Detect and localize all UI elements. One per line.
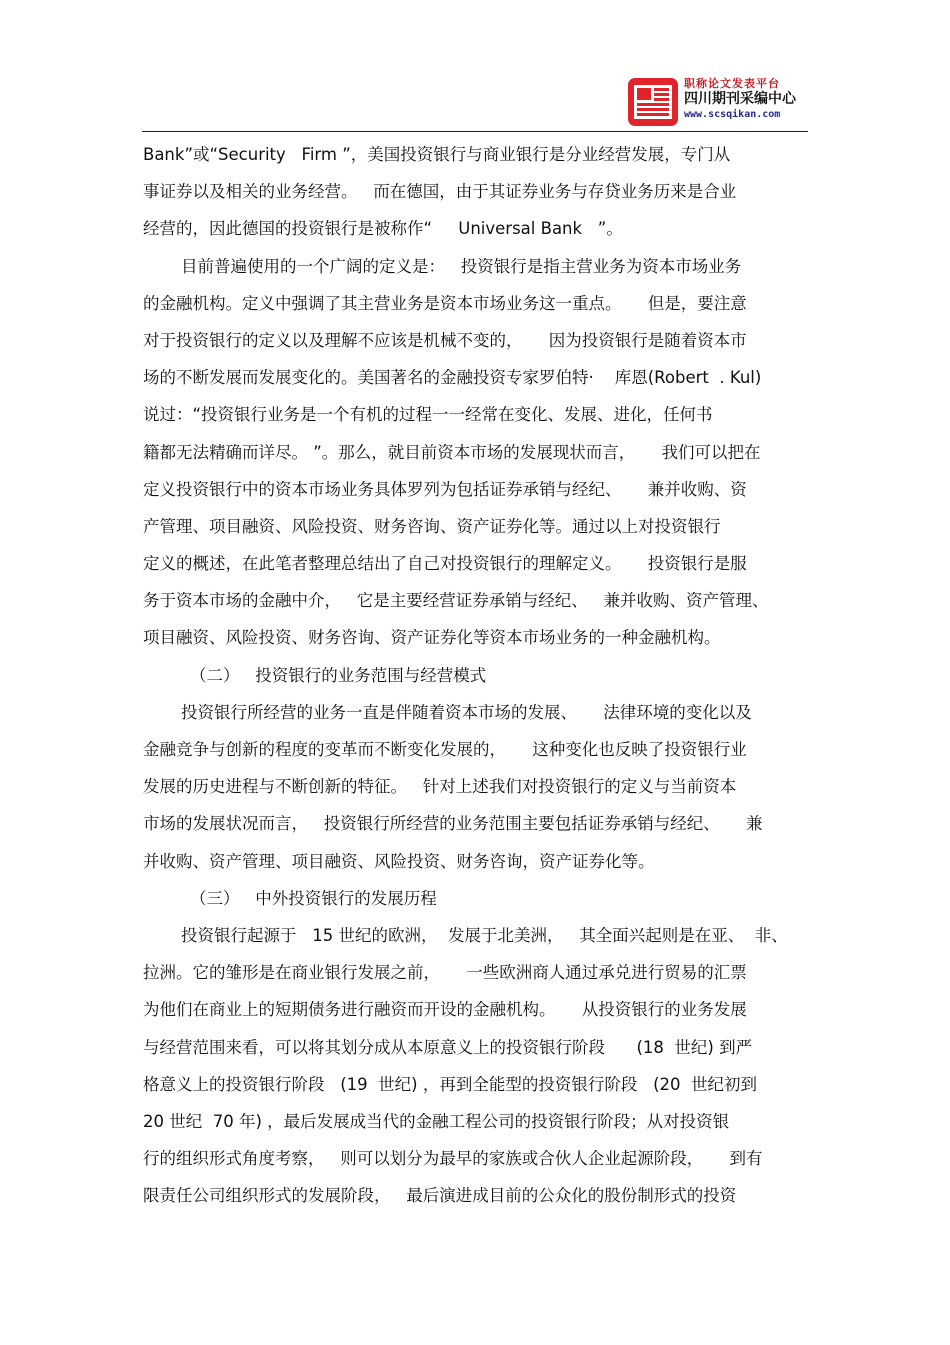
body-text-line: 为他们在商业上的短期债务进行融资而开设的金融机构。 从投资银行的业务发展: [143, 1000, 747, 1020]
body-text-line: 籍都无法精确而详尽。 ”。那么，就目前资本市场的发展现状而言， 我们可以把在: [143, 442, 761, 462]
body-text-line: 说过：“投资银行业务是一个有机的过程一一经常在变化、发展、进化，任何书: [143, 405, 713, 425]
body-text-line: 务于资本市场的金融中介， 它是主要经营证券承销与经纪、 兼并收购、资产管理、: [143, 591, 769, 611]
body-text-line: 行的组织形式角度考察， 则可以划分为最早的家族或合伙人企业起源阶段， 到有: [143, 1149, 763, 1169]
body-text-line: 的金融机构。定义中强调了其主营业务是资本市场业务这一重点。 但是，要注意: [143, 293, 747, 313]
body-text-line: 经营的，因此德国的投资银行是被称作“ Universal Bank ”。: [143, 219, 623, 239]
body-text-line: Bank”或“Security Firm ”，美国投资银行与商业银行是分业经营发展，专门从: [143, 145, 731, 164]
logo-url[interactable]: www.scsqikan.com: [684, 109, 781, 120]
logo-name: 四川期刊采编中心: [684, 91, 796, 107]
body-text-line: 市场的发展状况而言， 投资银行所经营的业务范围主要包括证券承销与经纪、 兼: [143, 814, 763, 834]
document-body: [143, 136, 823, 1214]
body-text-line: 对于投资银行的定义以及理解不应该是机械不变的， 因为投资银行是随着资本市: [143, 330, 747, 350]
publisher-logo: [627, 77, 807, 129]
logo-text: [684, 77, 809, 122]
page-header: [0, 0, 950, 136]
body-text-line: 目前普遍使用的一个广阔的定义是： 投资银行是指主营业务为资本市场业务: [181, 256, 742, 276]
body-text-line: 投资银行起源于 15 世纪的欧洲， 发展于北美洲， 其全面兴起则是在亚、 非、: [181, 925, 788, 945]
body-text-line: 拉洲。它的雏形是在商业银行发展之前， 一些欧洲商人通过承兑进行贸易的汇票: [143, 963, 747, 983]
body-text-line: 发展的历史进程与不断创新的特征。 针对上述我们对投资银行的定义与当前资本: [143, 777, 737, 797]
body-text-line: 20 世纪 70 年) ，最后发展成当代的金融工程公司的投资银行阶段；从对投资银: [143, 1111, 730, 1131]
logo-slogan: 职称论文发表平台: [684, 77, 780, 90]
newspaper-icon: [627, 77, 679, 127]
body-text-line: 定义的概述，在此笔者整理总结出了自己对投资银行的理解定义。 投资银行是服: [143, 554, 747, 574]
body-text-line: 产管理、项目融资、风险投资、财务咨询、资产证券化等。通过以上对投资银行: [143, 516, 721, 536]
body-text-line: 限责任公司组织形式的发展阶段， 最后演进成目前的公众化的股份制形式的投资: [143, 1186, 737, 1206]
body-text-line: 与经营范围来看，可以将其划分成从本原意义上的投资银行阶段 (18 世纪) 到严: [143, 1037, 753, 1057]
body-text-line: 场的不断发展而发展变化的。美国著名的金融投资专家罗伯特· 库恩(Robert . Kul): [143, 368, 762, 388]
header-divider: [142, 131, 808, 132]
body-text-line: 事证券以及相关的业务经营。 而在德国，由于其证券业务与存贷业务历来是合业: [143, 182, 737, 202]
section-heading: （三） 中外投资银行的发展历程: [190, 888, 437, 908]
body-text-line: 并收购、资产管理、项目融资、风险投资、财务咨询，资产证券化等。: [143, 851, 655, 871]
body-text-line: 项目融资、风险投资、财务咨询、资产证券化等资本市场业务的一种金融机构。: [143, 628, 721, 648]
body-text-line: 格意义上的投资银行阶段 (19 世纪) ，再到全能型的投资银行阶段 (20 世纪初到: [143, 1074, 757, 1094]
body-text-line: 投资银行所经营的业务一直是伴随着资本市场的发展、 法律环境的变化以及: [181, 702, 752, 722]
body-text-line: 金融竞争与创新的程度的变革而不断变化发展的， 这种变化也反映了投资银行业: [143, 740, 747, 759]
body-text-line: 定义投资银行中的资本市场业务具体罗列为包括证券承销与经纪、 兼并收购、资: [143, 479, 747, 499]
section-heading: （二） 投资银行的业务范围与经营模式: [190, 665, 487, 685]
